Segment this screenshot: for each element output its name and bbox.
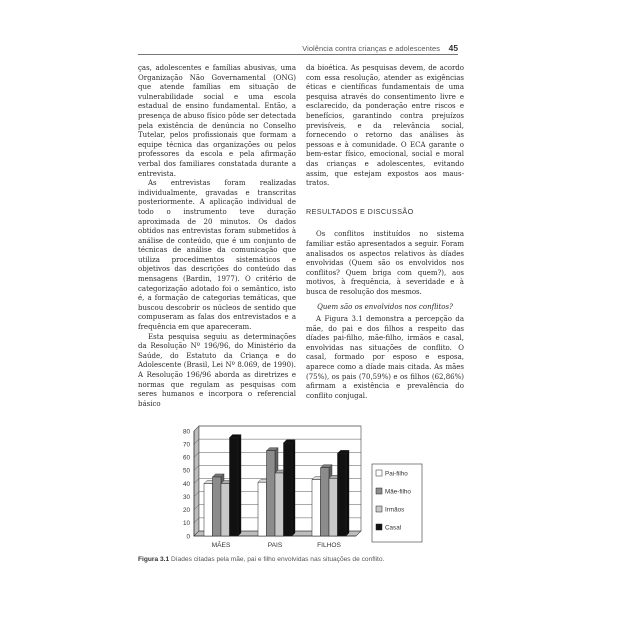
bar bbox=[221, 484, 230, 537]
x-category-label: MÃES bbox=[211, 542, 231, 549]
y-tick-label: 70 bbox=[182, 441, 190, 449]
paragraph: ças, adolescentes e famílias abusivas, uma Organização Não Governamental (ONG) que atende famílias em situação de vulnerabilidade social e uma escola estadual de ensino fundamental. Então, a presença de abuso físico pôde ser detectada pela existência de denúncia no Conselho Tutelar, pelos profissionais que formam a equipe técnica das organizações ou pelos professores da escola e pela afirmação verbal dos familiares constatada durante a entrevista. bbox=[138, 64, 296, 178]
section-heading: RESULTADOS E DISCUSSÃO bbox=[306, 206, 414, 216]
bar bbox=[312, 480, 321, 536]
legend-swatch bbox=[376, 524, 382, 530]
bar bbox=[329, 478, 338, 536]
legend-label: Pai-filho bbox=[385, 470, 408, 478]
legend-label: Mãe-filho bbox=[385, 488, 411, 496]
bar-side bbox=[238, 435, 241, 536]
y-tick-label: 50 bbox=[182, 467, 190, 475]
paragraph: da bioética. As pesquisas devem, de acordo com essa resolução, atender as exigências éticas e científicas fundamentais de uma pesquisa através do consentimento livre e esclarecido, da ponderação entre riscos e benefícios, garantindo contra prejuízos previsíveis, e da relevância social, fornecendo o retorno das análises às pessoas e à comunidade. O ECA garante o bem-estar físico, emocional, social e moral das crianças e adolescentes, evitando assim, que estejam expostos aos maus-tratos. bbox=[306, 64, 464, 188]
legend-label: Irmãos bbox=[385, 506, 405, 514]
bar bbox=[258, 482, 267, 536]
bar bbox=[230, 438, 239, 536]
bar bbox=[213, 477, 222, 536]
running-header-title: Violência contra crianças e adolescentes bbox=[302, 44, 440, 53]
y-tick-label: 30 bbox=[182, 493, 190, 501]
bar bbox=[338, 453, 347, 536]
legend-swatch bbox=[376, 506, 382, 512]
figure-caption-text: Díades citadas pela mãe, pai e filho envolvidas nas situações de conflito. bbox=[171, 556, 385, 563]
bar bbox=[204, 484, 213, 537]
paragraph: A Figura 3.1 demonstra a percepção da mãe, do pai e dos filhos a respeito das díades pai-filho, mãe-filho, irmãos e casal, envolvidas nas situações de conflito. O casal, formado por esposo e esposa, aparece como a díade mais citada. As mães (75%), os pais (70,59%) e os filhos (62,86%) afirmam a existência e prevalência do conflito conjugal. bbox=[306, 315, 464, 400]
bar bbox=[275, 473, 284, 536]
x-category-label: FILHOS bbox=[317, 542, 341, 549]
subheading: Quem são os envolvidos nos conflitos? bbox=[317, 303, 453, 312]
y-tick-label: 60 bbox=[182, 454, 190, 462]
bar-side bbox=[346, 450, 349, 536]
y-tick-label: 40 bbox=[182, 480, 190, 488]
x-category-label: PAIS bbox=[267, 542, 283, 549]
paragraph: Esta pesquisa seguiu as determinações da Resolução Nº 196/96, do Ministério da Saúde, do Estatuto da Criança e do Adolescente (Brasil, Lei Nº 8.069, de 1990). A Resolução 196/96 aborda as diretrizes e normas que regulam as pesquisas com seres humanos e incorpora o referencial básico bbox=[138, 332, 296, 408]
figure-label: Figura 3.1 bbox=[138, 556, 170, 563]
legend-swatch bbox=[376, 470, 382, 476]
y-tick-label: 10 bbox=[182, 520, 190, 528]
y-tick-label: 0 bbox=[186, 533, 190, 541]
figure-caption bbox=[138, 556, 468, 563]
paragraph: Os conflitos instituídos no sistema familiar estão apresentados a seguir. Foram analisados os aspectos relativos às díades envolvidas (Quem são os envolvidos nos conflitos? Quem briga com quem?), aos motivos, à frequência, à severidade e à busca de resolução dos mesmos. bbox=[306, 230, 464, 296]
y-tick-label: 20 bbox=[182, 507, 190, 515]
paragraph: As entrevistas foram realizadas individualmente, gravadas e transcritas posteriormente. A aplicação individual de todo o instrumento teve duração aproximada de 20 minutos. Os dados obtidos nas entrevistas foram submetidos à análise de conteúdo, que é um conjunto de técnicas de análise da comunicação que utiliza procedimentos sistemáticos e objetivos das descrições do conteúdo das mensagens (Bardin, 1977). O critério de categorização adotado foi o semântico, isto é, a formação de categorias temáticas, que buscou descobrir os núcleos de sentido que compuseram as falas dos entrevistados e a frequência em que apareceram. bbox=[138, 179, 296, 332]
legend-label: Casal bbox=[385, 524, 402, 532]
bar bbox=[267, 451, 276, 536]
bar-side bbox=[292, 440, 295, 536]
y-tick-label: 80 bbox=[182, 428, 190, 436]
legend-swatch bbox=[376, 488, 382, 494]
bar bbox=[321, 468, 330, 536]
bar bbox=[284, 443, 293, 536]
page-number: 45 bbox=[448, 43, 458, 53]
